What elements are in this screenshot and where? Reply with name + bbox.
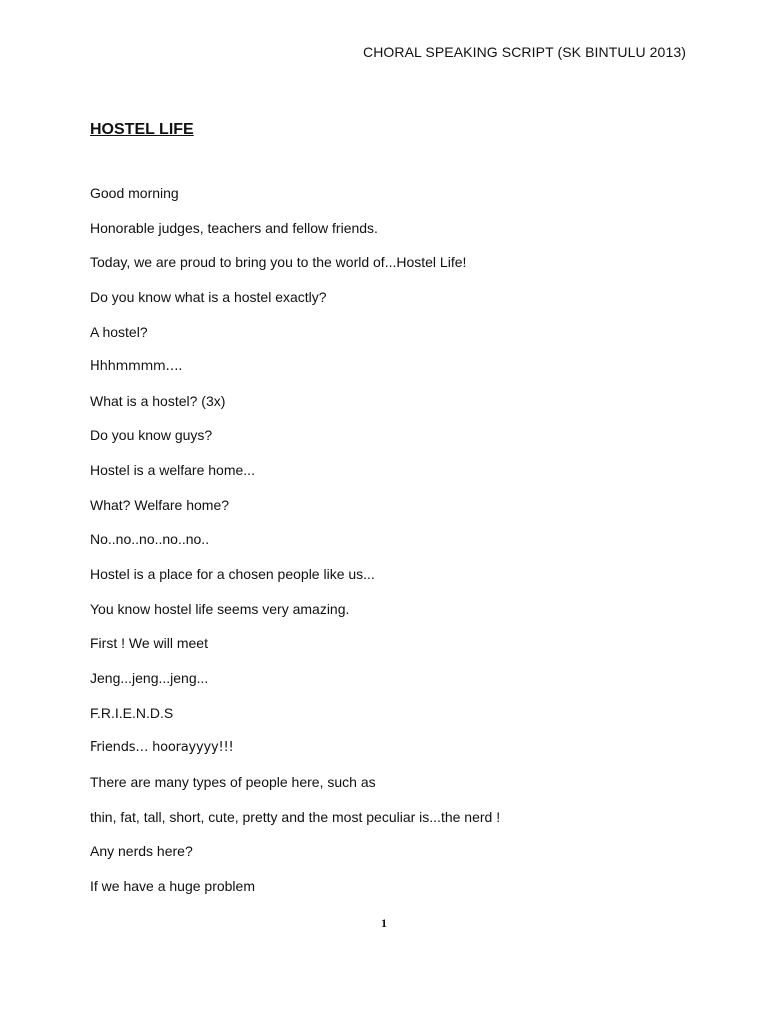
script-line: What? Welfare home? xyxy=(90,496,230,513)
script-line: Hostel is a welfare home... xyxy=(90,462,255,479)
script-line: No..no..no..no..no.. xyxy=(90,531,210,548)
script-line: What is a hostel? (3x) xyxy=(90,392,226,409)
running-header: CHORAL SPEAKING SCRIPT (SK BINTULU 2013) xyxy=(363,44,686,60)
script-line: Honorable judges, teachers and fellow friends. xyxy=(90,219,378,236)
script-lines xyxy=(90,185,500,912)
script-line: Today, we are proud to bring you to the world of...Hostel Life! xyxy=(90,254,467,271)
script-line: First ! We will meet xyxy=(90,635,208,652)
script-line: You know hostel life seems very amazing. xyxy=(90,600,350,617)
script-line: Hhhmmmm…. xyxy=(90,359,183,375)
document-title: HOSTEL LIFE xyxy=(90,121,194,138)
script-line: Do you know what is a hostel exactly? xyxy=(90,288,327,305)
script-line: Jeng...jeng...jeng... xyxy=(90,669,209,686)
script-line: thin, fat, tall, short, cute, pretty and the most peculiar is...the nerd ! xyxy=(90,808,501,825)
script-line: F.R.I.E.N.D.S xyxy=(90,704,174,721)
script-line: Good morning xyxy=(90,185,179,201)
page-number: 1 xyxy=(381,916,387,930)
script-line: A hostel? xyxy=(90,323,148,340)
script-line: There are many types of people here, such as xyxy=(90,773,376,790)
script-line: Do you know guys? xyxy=(90,427,213,444)
script-line: Friends… hoorayyyy!!! xyxy=(90,740,234,756)
script-line: Hostel is a place for a chosen people like us... xyxy=(90,566,375,583)
script-line: Any nerds here? xyxy=(90,843,193,860)
script-line: If we have a huge problem xyxy=(90,877,255,894)
